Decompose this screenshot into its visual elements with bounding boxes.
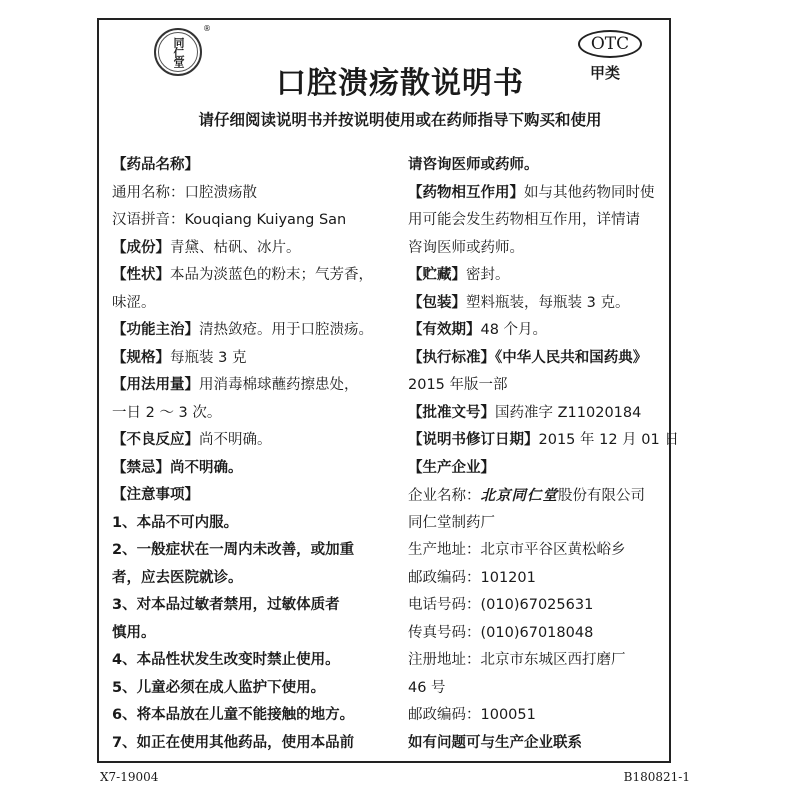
package-value: 塑料瓶装，每瓶装 3 克。 (466, 294, 630, 311)
standard-label: 【执行标准】 (408, 349, 495, 366)
precautions-label: 【注意事项】 (112, 487, 199, 503)
manufacturer-label: 【生产企业】 (408, 459, 495, 476)
dosage-value-cont: 一日 2 ～ 3 次。 (112, 404, 222, 421)
production-address: 生产地址：北京市平谷区黄松峪乡 (408, 542, 626, 558)
company-name (408, 482, 666, 510)
indications-label: 【功能主治】 (112, 322, 199, 338)
properties-label: 【性状】 (112, 267, 170, 283)
precaution-line: 2、一般症状在一周内未改善，或加重 (112, 542, 355, 558)
revision-value: 2015 年 12 月 01 日 (538, 432, 679, 448)
precaution-line: 4、本品性状发生改变时禁止使用。 (112, 652, 340, 668)
standard-section (408, 345, 666, 373)
package-section (408, 290, 666, 318)
spec-section (112, 345, 392, 373)
precautions-section (112, 482, 392, 510)
ingredients-label: 【成份】 (112, 239, 170, 256)
interaction-label: 【药物相互作用】 (408, 184, 524, 201)
drug-name-label: 【药品名称】 (112, 157, 199, 173)
precaution-line: 6、将本品放在儿童不能接触的地方。 (112, 707, 355, 723)
precaution-line: 5、儿童必须在成人监护下使用。 (112, 679, 326, 696)
document-subtitle: 请仔细阅读说明书并按说明使用或在药师指导下购买和使用 (198, 111, 602, 129)
properties-value-cont: 味涩。 (112, 294, 156, 311)
dosage-label: 【用法用量】 (112, 377, 199, 393)
properties-section (112, 262, 392, 290)
dosage-section (112, 372, 392, 400)
spec-label: 【规格】 (112, 349, 170, 366)
drug-name-section (112, 152, 392, 180)
registered-postcode: 邮政编码：100051 (408, 707, 536, 723)
interaction-section (408, 180, 666, 208)
contact-note: 如有问题可与生产企业联系 (408, 734, 582, 751)
right-column (408, 152, 679, 757)
ingredients-section (112, 235, 392, 263)
approval-label: 【批准文号】 (408, 404, 495, 421)
adverse-label: 【不良反应】 (112, 432, 199, 448)
consult-text: 请咨询医师或药师。 (408, 157, 539, 173)
revision-label: 【说明书修订日期】 (408, 432, 539, 448)
validity-value: 48 个月。 (480, 322, 548, 338)
revision-section (408, 427, 679, 455)
indications-value: 清热敛疮。用于口腔溃疡。 (199, 322, 373, 338)
properties-value: 本品为淡蓝色的粉末；气芳香， (170, 267, 373, 283)
storage-label: 【贮藏】 (408, 267, 466, 283)
ingredients-value: 青黛、枯矾、冰片。 (170, 239, 301, 256)
precaution-line: 1、本品不可内服。 (112, 514, 239, 531)
package-label: 【包装】 (408, 294, 466, 311)
company-prefix: 企业名称： (408, 488, 481, 504)
pinyin-name: 汉语拼音：Kouqiang Kuiyang San (112, 212, 347, 228)
postcode: 邮政编码：101201 (408, 569, 536, 586)
left-column (112, 152, 392, 757)
otc-badge: OTC (578, 30, 642, 58)
adverse-section (112, 427, 392, 455)
dosage-value: 用消毒棉球蘸药擦患处， (199, 377, 359, 393)
precaution-line: 3、对本品过敏者禁用，过敏体质者 (112, 597, 340, 613)
adverse-value: 尚不明确。 (199, 432, 272, 448)
interaction-value-cont: 用可能会发生药物相互作用，详情请 (408, 212, 640, 228)
registered-mark: ® (203, 24, 211, 33)
manufacturer-section (408, 455, 666, 483)
standard-value-cont: 2015 年版一部 (408, 377, 508, 393)
generic-name: 通用名称：口腔溃疡散 (112, 184, 257, 201)
phone-number: 电话号码：(010)67025631 (408, 597, 594, 613)
indications-section (112, 317, 392, 345)
precaution-line: 慎用。 (112, 624, 156, 641)
storage-value: 密封。 (466, 267, 510, 283)
company-suffix: 股份有限公司 (558, 488, 645, 504)
logo-text: 同仁堂 (158, 32, 198, 72)
standard-value: 《中华人民共和国药典》 (495, 349, 648, 366)
contraindication-value: 尚不明确。 (170, 459, 243, 476)
registered-address-cont: 46 号 (408, 679, 446, 696)
contraindication-section (112, 455, 392, 483)
interaction-value: 如与其他药物同时使 (524, 184, 655, 201)
company-name-cont: 同仁堂制药厂 (408, 514, 495, 531)
footer-right-code: B180821-1 (623, 770, 690, 784)
precaution-line: 者，应去医院就诊。 (112, 569, 243, 586)
registered-address: 注册地址：北京市东城区西打磨厂 (408, 652, 626, 668)
approval-section (408, 400, 666, 428)
fax-number: 传真号码：(010)67018048 (408, 624, 594, 641)
validity-label: 【有效期】 (408, 322, 481, 338)
otc-class-label: 甲类 (590, 64, 621, 82)
storage-section (408, 262, 666, 290)
footer-left-code: X7-19004 (100, 770, 159, 784)
document-title: 口腔溃疡散说明书 (276, 66, 524, 101)
spec-value: 每瓶装 3 克 (170, 349, 247, 366)
precaution-line: 7、如正在使用其他药品，使用本品前 (112, 734, 355, 751)
contraindication-label: 【禁忌】 (112, 459, 170, 476)
validity-section (408, 317, 666, 345)
approval-value: 国药准字 Z11020184 (495, 404, 642, 421)
company-brand: 北京同仁堂 (480, 487, 558, 504)
interaction-value-cont: 咨询医师或药师。 (408, 239, 524, 256)
